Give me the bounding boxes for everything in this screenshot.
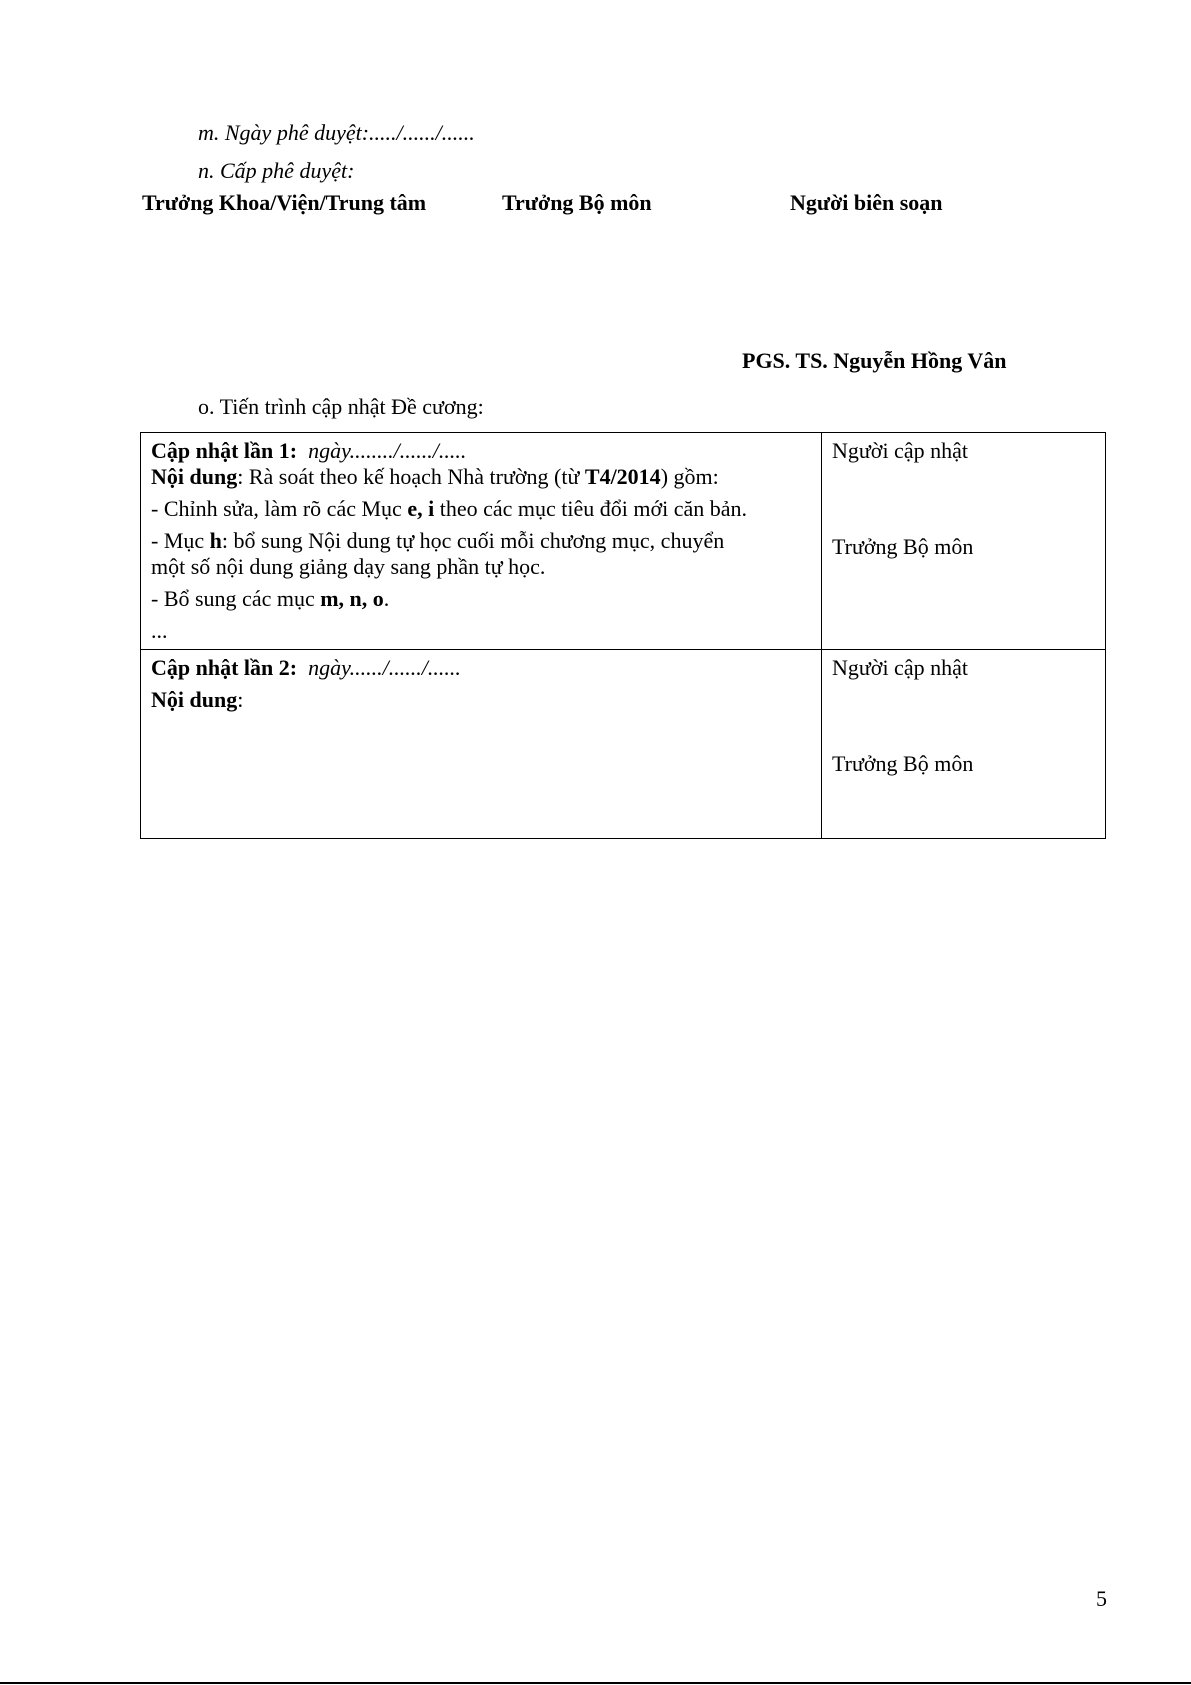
signature-author-label: Người biên soạn bbox=[790, 190, 943, 215]
signature-dean-label: Trưởng Khoa/Viện/Trung tâm bbox=[142, 190, 427, 215]
update-2-date: ngày....../....../...... bbox=[308, 655, 461, 680]
update-1-item-2-text: : bổ sung Nội dung tự học cuối mỗi chương mục, chuyển bbox=[221, 528, 725, 553]
update-1-signature-cell bbox=[822, 433, 1106, 650]
update-1-item-2-continued: một số nội dung giảng dạy sang phần tự học. bbox=[151, 554, 546, 579]
update-1-date: ngày......../....../..... bbox=[308, 438, 467, 463]
signature-head-of-department-label: Trưởng Bộ môn bbox=[502, 190, 652, 215]
update-1-item-3-end: . bbox=[383, 586, 390, 611]
update-2-content-colon: : bbox=[237, 687, 244, 712]
approval-level-line: n. Cấp phê duyệt: bbox=[198, 158, 355, 183]
update-1-content-intro-end: ) gồm: bbox=[660, 464, 719, 489]
update-1-head-label: Trưởng Bộ môn bbox=[832, 534, 974, 559]
update-2-content-cell bbox=[141, 650, 822, 839]
update-1-item-1-end: theo các mục tiêu đổi mới căn bản. bbox=[434, 496, 748, 521]
update-1-content-label: Nội dung bbox=[151, 464, 238, 489]
update-2-title: Cập nhật lần 2: bbox=[151, 655, 298, 680]
update-2-updater-label: Người cập nhật bbox=[832, 655, 968, 680]
update-1-item-2-section: h bbox=[209, 528, 222, 553]
page-number: 5 bbox=[1096, 1586, 1107, 1611]
update-1-item-1-sections: e, i bbox=[407, 496, 435, 521]
update-history-table bbox=[140, 432, 1106, 839]
update-1-updater-label: Người cập nhật bbox=[832, 438, 968, 463]
update-1-item-3-sections: m, n, o bbox=[320, 586, 384, 611]
update-1-item-3: - Bổ sung các mục bbox=[151, 586, 321, 611]
update-1-item-2: - Mục bbox=[151, 528, 210, 553]
table-row bbox=[141, 433, 1106, 650]
author-name: PGS. TS. Nguyễn Hồng Vân bbox=[742, 348, 1007, 373]
update-1-content-cell bbox=[141, 433, 822, 650]
update-1-title: Cập nhật lần 1: bbox=[151, 438, 298, 463]
update-1-period: T4/2014 bbox=[584, 464, 661, 489]
update-1-ellipsis: ... bbox=[151, 618, 168, 643]
page-bottom-rule bbox=[0, 1682, 1191, 1684]
approval-date-line: m. Ngày phê duyệt:...../....../...... bbox=[198, 120, 475, 145]
update-2-head-label: Trưởng Bộ môn bbox=[832, 751, 974, 776]
update-2-content-label: Nội dung bbox=[151, 687, 238, 712]
update-2-signature-cell bbox=[822, 650, 1106, 839]
update-1-content-intro: : Rà soát theo kế hoạch Nhà trường (từ bbox=[237, 464, 585, 489]
update-history-heading: o. Tiến trình cập nhật Đề cương: bbox=[198, 394, 484, 419]
update-1-item-1: - Chỉnh sửa, làm rõ các Mục bbox=[151, 496, 408, 521]
table-row bbox=[141, 650, 1106, 839]
